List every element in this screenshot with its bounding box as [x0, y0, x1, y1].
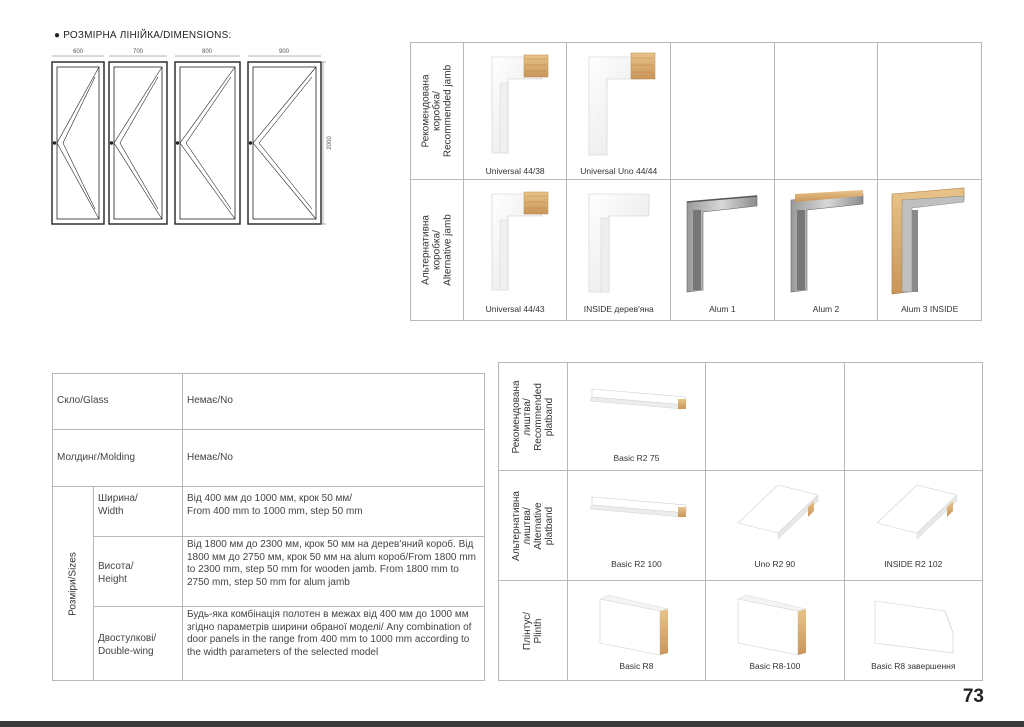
jamb-item-universal-44-38 [463, 43, 567, 180]
door-opening-line [180, 67, 235, 219]
recommended-platband-label-cell [499, 363, 568, 471]
jamb-white-image [567, 180, 670, 321]
jamb-white-wood-image [464, 180, 567, 321]
spec-table [52, 373, 485, 681]
plinth-caption: Basic R8 [619, 661, 654, 671]
glass-value: Немає/No [183, 374, 485, 430]
door-leaf [180, 67, 235, 219]
width-label-900: 900 [278, 49, 290, 55]
empty-cell [844, 363, 982, 471]
door-leaf [253, 67, 316, 219]
door-hatch [63, 143, 95, 209]
platband-item-uno-r2-90 [706, 471, 844, 581]
door-opening-line [253, 67, 316, 219]
door-hatch [120, 77, 158, 143]
platband-caption: INSIDE R2 102 [884, 559, 943, 569]
plinth-item-basic-r8-100 [706, 581, 844, 681]
height-value: Від 1800 мм до 2300 мм, крок 50 мм на дерев'яний короб. Від 1800 мм до 2750 мм, крок 50 мм на alum короб/From 1800 mm to 2300 mm, step 50 mm for wooden jamb. From 1800 mm to 2750 mm, step 50 mm for alum jamb [183, 537, 485, 607]
jamb-white-wood-image [567, 43, 670, 180]
door-frame [175, 62, 240, 224]
height-label: 2000 [327, 136, 333, 150]
sizes-label-cell [53, 487, 94, 681]
platband-caption: Basic R2 75 [613, 453, 660, 463]
plinth-label: Плінтус/ Plinth [521, 611, 544, 650]
door-dimensions-drawing [40, 42, 340, 227]
door-handle [249, 142, 251, 144]
height-label: Висота/ Height [94, 537, 183, 607]
recommended-jamb-label: Рекомендована коробка/ Recommended jamb [420, 64, 454, 158]
door-opening-line-inner [186, 77, 231, 209]
door-opening-line-inner [63, 77, 95, 209]
alternative-jamb-label-cell [411, 180, 464, 321]
door-opening-line [114, 67, 162, 219]
door-handle [176, 142, 178, 144]
molding-label: Молдинг/Molding [53, 430, 183, 487]
platband-item-inside-r2-102 [844, 471, 982, 581]
jamb-item-alum-1 [671, 180, 775, 321]
jamb-white-wood-image [464, 43, 567, 180]
double-wing-label: Двостулкові/ Double-wing [94, 607, 183, 681]
door-opening-line-inner [259, 77, 312, 209]
dimensions-title: ● РОЗМІРНА ЛІНІЙКА/DIMENSIONS: [54, 30, 232, 41]
footer-bar [0, 721, 1024, 727]
recommended-jamb-label-cell [411, 43, 464, 180]
plinth-item-basic-r8 [567, 581, 705, 681]
door-opening-line-inner [120, 77, 158, 209]
alternative-jamb-label: Альтернативна коробка/ Alternative jamb [420, 214, 454, 286]
jamb-caption: Universal 44/38 [485, 166, 545, 176]
plinth-caption: Basic R8-100 [749, 661, 801, 671]
sizes-label: Розміри/Sizes [67, 551, 79, 616]
plinth-item-basic-r8-end [844, 581, 982, 681]
door-hatch [186, 143, 231, 209]
empty-cell [671, 43, 775, 180]
alternative-platband-label: Альтернативна лиштва/ Alternative platband [510, 490, 555, 561]
width-label-700: 700 [132, 49, 144, 55]
plinth-caption: Basic R8 завершення [871, 661, 956, 671]
door-handle [53, 142, 55, 144]
door-hatch [63, 77, 95, 143]
door-frame [109, 62, 167, 224]
page-number: 73 [962, 686, 984, 707]
width-label: Ширина/ Width [94, 487, 183, 537]
door-leaf [114, 67, 162, 219]
platband-item-basic-r2-100 [567, 471, 705, 581]
double-wing-value: Будь-яка комбінація полотен в межах від 400 мм до 1000 мм згідно параметрів ширини обраної моделі/ Any combination of door panels in the range from 400 mm to 1000 mm according to the width parameters of the selected model [183, 607, 485, 681]
platband-caption: Basic R2 100 [611, 559, 662, 569]
door-hatch [259, 77, 312, 143]
jamb-caption: Alum 2 [812, 304, 840, 314]
alternative-platband-label-cell [499, 471, 568, 581]
width-label-800: 800 [201, 49, 213, 55]
jamb-caption: Alum 3 INSIDE [901, 304, 959, 314]
platband-table [498, 362, 983, 681]
door-leaf [57, 67, 99, 219]
door-frame [52, 62, 104, 224]
empty-cell [706, 363, 844, 471]
jamb-alum-inside-image [878, 180, 981, 321]
recommended-platband-label: Рекомендована лиштва/ Recommended platband [510, 379, 555, 454]
jamb-item-universal-uno-44-44 [567, 43, 671, 180]
door-opening-line [57, 67, 99, 219]
jamb-caption: Universal Uno 44/44 [580, 166, 658, 176]
platband-caption: Uno R2 90 [754, 559, 796, 569]
plinth-label-cell [499, 581, 568, 681]
jamb-table [410, 42, 982, 321]
jamb-alum-image [671, 180, 774, 321]
door-hatch [259, 143, 312, 209]
empty-cell [774, 43, 878, 180]
jamb-item-alum-2 [774, 180, 878, 321]
jamb-caption: Universal 44/43 [485, 304, 545, 314]
jamb-item-alum-3-inside [878, 180, 982, 321]
jamb-caption: Alum 1 [709, 304, 736, 314]
jamb-item-universal-44-43 [463, 180, 567, 321]
door-handle [110, 142, 112, 144]
molding-value: Немає/No [183, 430, 485, 487]
empty-cell [878, 43, 982, 180]
jamb-caption: INSIDE дерев'яна [583, 304, 654, 314]
door-hatch [186, 77, 231, 143]
jamb-item-inside-wood [567, 180, 671, 321]
glass-label: Скло/Glass [53, 374, 183, 430]
jamb-alum-wood-image [775, 180, 878, 321]
width-value: Від 400 мм до 1000 мм, крок 50 мм/ From 400 mm to 1000 mm, step 50 mm [183, 487, 485, 537]
platband-item-basic-r2-75 [567, 363, 705, 471]
width-label-600: 600 [72, 49, 84, 55]
door-hatch [120, 143, 158, 209]
